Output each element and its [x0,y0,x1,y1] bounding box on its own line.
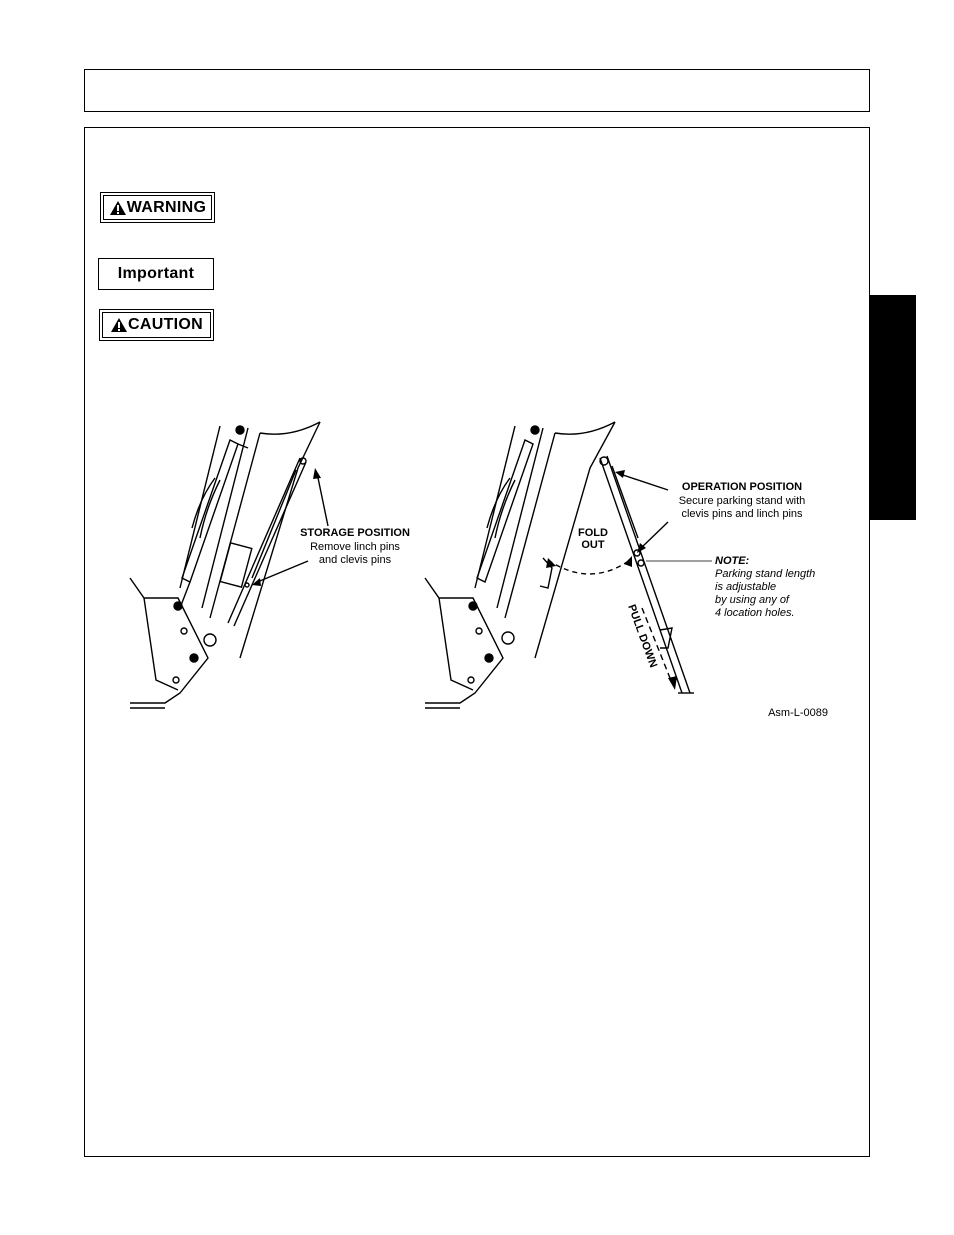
caution-triangle-icon [110,317,128,333]
figure-id: Asm-L-0089 [768,707,828,719]
fold-label-line1: FOLD [578,527,608,539]
operation-leader-upper [620,474,668,490]
caution-text: CAUTION [128,316,203,333]
note-title: NOTE: [715,555,750,567]
note-line4: 4 location holes. [715,607,795,619]
section-tab [869,295,916,520]
storage-leader-upper [317,473,328,526]
important-text: Important [117,265,195,282]
note-line2: is adjustable [715,581,777,593]
operation-line1: Secure parking stand with [678,495,806,507]
storage-leader-lower [255,561,308,583]
storage-assembly-drawing [130,422,320,708]
operation-leader-lower [640,522,668,549]
parking-stand-diagram [120,418,840,728]
header-box [84,69,870,112]
note-line3: by using any of [715,594,789,606]
storage-line2: and clevis pins [318,554,392,566]
warning-text: WARNING [126,198,207,216]
warning-triangle-icon [109,200,127,216]
operation-line2: clevis pins and linch pins [681,508,803,520]
caution-label [99,309,214,341]
storage-title: STORAGE POSITION [300,527,410,539]
pull-down-label: PULL DOWN [625,602,660,670]
operation-title: OPERATION POSITION [681,481,803,493]
fold-label-line2: OUT [581,539,605,551]
warning-label [100,192,215,223]
storage-line1: Remove linch pins [310,541,400,553]
important-label [98,258,214,290]
note-line1: Parking stand length [715,568,816,580]
